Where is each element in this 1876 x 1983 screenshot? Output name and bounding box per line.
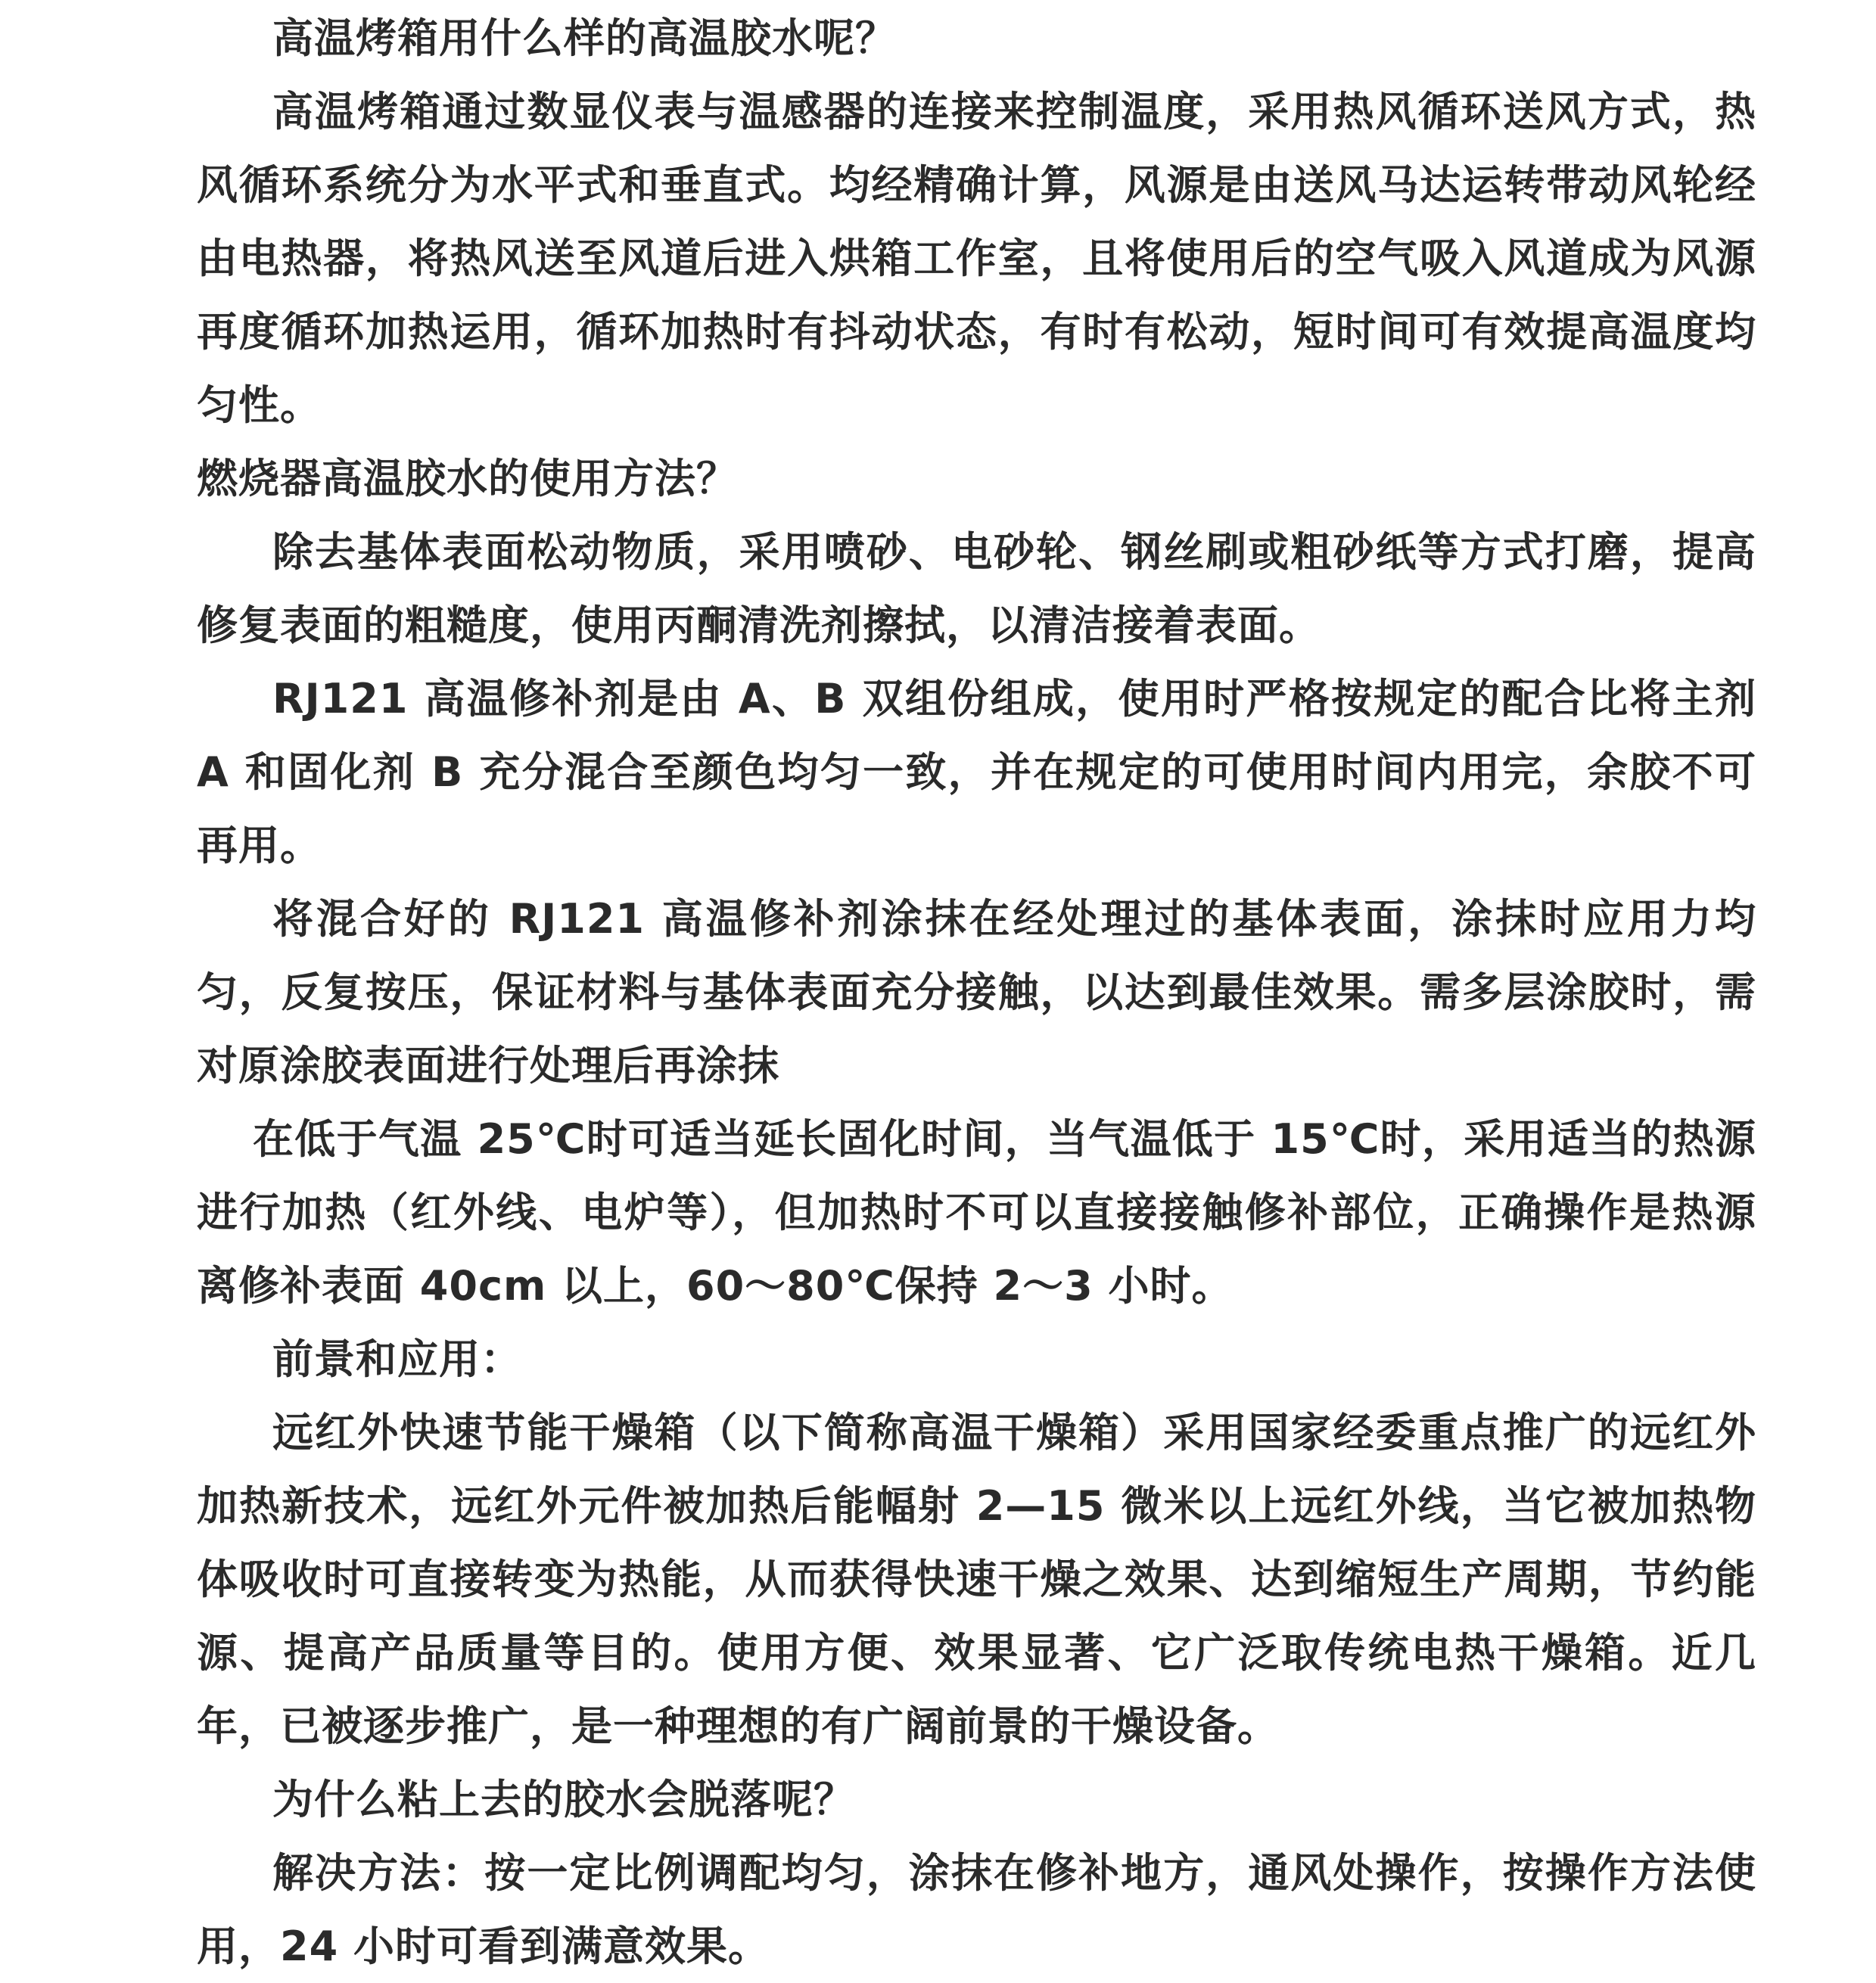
paragraph-falling-off-question: 为什么粘上去的胶水会脱落呢？	[272, 1776, 855, 1823]
paragraph-infrared-dryer: 远红外快速节能干燥箱（以下简称高温干燥箱）采用国家经委重点推广的远红外加热新技术，远红外元件被加热后能幅射 2—15 微米以上远红外线，当它被加热物体吸收时可直接转变为热能，从而获得快速干燥之效果、达到缩短生产周期，节约能源、提高产品质量等目的。使用方便、效果显著、它广泛取传统电热干燥箱。近几年，已被逐步推广，是一种理想的有广阔前景的干燥设备。	[197, 1409, 1756, 1750]
paragraph-usage-question: 燃烧器高温胶水的使用方法？	[197, 455, 738, 502]
paragraph-question-glue-type: 高温烤箱用什么样的高温胶水呢？	[272, 14, 897, 62]
paragraph-application-method: 将混合好的 RJ121 高温修补剂涂抹在经处理过的基体表面，涂抹时应用力均匀，反复按压，保证材料与基体表面充分接触，以达到最佳效果。需多层涂胶时，需对原涂胶表面进行处理后再涂抹	[197, 895, 1756, 1089]
paragraph-surface-preparation: 除去基体表面松动物质，采用喷砂、电砂轮、钢丝刷或粗砂纸等方式打磨，提高修复表面的粗糙度，使用丙酮清洗剂擦拭，以清洁接着表面。	[197, 528, 1756, 649]
paragraph-solution: 解决方法：按一定比例调配均匀，涂抹在修补地方，通风处操作，按操作方法使用，24 小时可看到满意效果。	[197, 1849, 1756, 1970]
paragraph-oven-description: 高温烤箱通过数显仪表与温感器的连接来控制温度，采用热风循环送风方式，热风循环系统分为水平式和垂直式。均经精确计算，风源是由送风马达运转带动风轮经由电热器，将热风送至风道后进入烘箱工作室，且将使用后的空气吸入风道成为风源再度循环加热运用，循环加热时有抖动状态，有时有松动，短时间可有效提高温度均匀性。	[197, 88, 1756, 429]
paragraph-rj121-components: RJ121 高温修补剂是由 A、B 双组份组成，使用时严格按规定的配合比将主剂 A 和固化剂 B 充分混合至颜色均匀一致，并在规定的可使用时间内用完，余胶不可再用。	[197, 675, 1756, 869]
paragraph-curing-temperature: 在低于气温 25℃时可适当延长固化时间，当气温低于 15℃时，采用适当的热源进行加热（红外线、电炉等），但加热时不可以直接接触修补部位，正确操作是热源离修补表面 40cm 以上，60～80℃保持 2～3 小时。	[197, 1115, 1756, 1310]
paragraph-prospects-heading: 前景和应用：	[272, 1335, 522, 1383]
